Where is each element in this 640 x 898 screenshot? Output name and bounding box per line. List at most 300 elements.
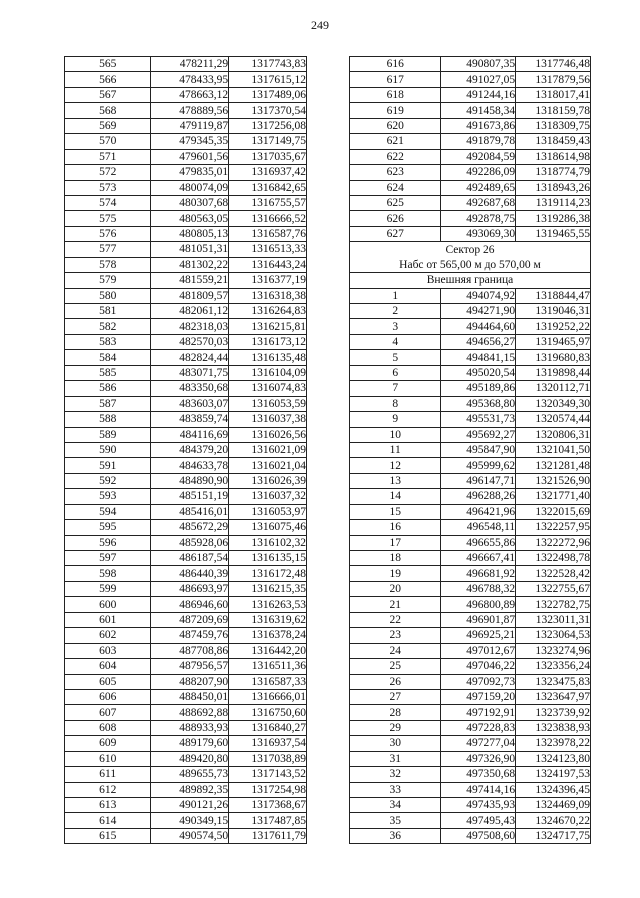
x-coordinate-cell: 483859,74 <box>151 412 229 427</box>
point-number-cell: 603 <box>65 643 151 658</box>
table-row <box>65 705 307 720</box>
y-coordinate-cell: 1316755,57 <box>229 195 307 210</box>
table-row <box>350 659 591 674</box>
y-coordinate-cell: 1316263,53 <box>229 597 307 612</box>
y-coordinate-cell: 1316021,09 <box>229 442 307 457</box>
y-coordinate-cell: 1320112,71 <box>516 381 591 396</box>
point-number-cell: 583 <box>65 334 151 349</box>
table-row <box>350 195 591 210</box>
x-coordinate-cell: 482824,44 <box>151 350 229 365</box>
x-coordinate-cell: 490349,15 <box>151 813 229 828</box>
point-number-cell: 577 <box>65 242 151 257</box>
point-number-cell: 21 <box>350 597 441 612</box>
table-row <box>350 211 591 226</box>
x-coordinate-cell: 495368,80 <box>441 396 516 411</box>
x-coordinate-cell: 496421,96 <box>441 504 516 519</box>
table-row <box>350 57 591 72</box>
point-number-cell: 612 <box>65 782 151 797</box>
y-coordinate-cell: 1317489,06 <box>229 87 307 102</box>
y-coordinate-cell: 1323011,31 <box>516 612 591 627</box>
y-coordinate-cell: 1318844,47 <box>516 288 591 303</box>
y-coordinate-cell: 1318774,79 <box>516 165 591 180</box>
point-number-cell: 566 <box>65 72 151 87</box>
table-row <box>65 118 307 133</box>
right-table-body-bottom <box>350 288 591 844</box>
point-number-cell: 11 <box>350 442 441 457</box>
table-row <box>65 165 307 180</box>
table-row <box>350 597 591 612</box>
table-row <box>350 689 591 704</box>
table-row <box>350 118 591 133</box>
x-coordinate-cell: 496288,26 <box>441 489 516 504</box>
table-row <box>65 798 307 813</box>
table-row <box>350 551 591 566</box>
x-coordinate-cell: 497228,83 <box>441 720 516 735</box>
y-coordinate-cell: 1318459,43 <box>516 134 591 149</box>
point-number-cell: 596 <box>65 535 151 550</box>
x-coordinate-cell: 491673,86 <box>441 118 516 133</box>
table-row <box>65 257 307 272</box>
point-number-cell: 619 <box>350 103 441 118</box>
y-coordinate-cell: 1324670,22 <box>516 813 591 828</box>
x-coordinate-cell: 497435,93 <box>441 798 516 813</box>
point-number-cell: 601 <box>65 612 151 627</box>
y-coordinate-cell: 1321041,50 <box>516 442 591 457</box>
x-coordinate-cell: 485672,29 <box>151 520 229 535</box>
table-row <box>350 304 591 319</box>
x-coordinate-cell: 478663,12 <box>151 87 229 102</box>
x-coordinate-cell: 479835,01 <box>151 165 229 180</box>
table-row <box>350 334 591 349</box>
table-row <box>350 720 591 735</box>
point-number-cell: 578 <box>65 257 151 272</box>
point-number-cell: 613 <box>65 798 151 813</box>
x-coordinate-cell: 496788,32 <box>441 581 516 596</box>
y-coordinate-cell: 1317256,08 <box>229 118 307 133</box>
point-number-cell: 567 <box>65 87 151 102</box>
y-coordinate-cell: 1316135,15 <box>229 551 307 566</box>
right-table-body-top <box>350 57 591 242</box>
y-coordinate-cell: 1319465,55 <box>516 226 591 241</box>
table-row <box>350 828 591 843</box>
x-coordinate-cell: 497326,90 <box>441 751 516 766</box>
point-number-cell: 35 <box>350 813 441 828</box>
x-coordinate-cell: 495999,62 <box>441 458 516 473</box>
table-row <box>65 334 307 349</box>
y-coordinate-cell: 1316587,33 <box>229 674 307 689</box>
table-row <box>65 581 307 596</box>
point-number-cell: 6 <box>350 365 441 380</box>
x-coordinate-cell: 486440,39 <box>151 566 229 581</box>
x-coordinate-cell: 496901,87 <box>441 612 516 627</box>
y-coordinate-cell: 1323647,97 <box>516 689 591 704</box>
table-row <box>65 319 307 334</box>
point-number-cell: 589 <box>65 427 151 442</box>
point-number-cell: 590 <box>65 442 151 457</box>
x-coordinate-cell: 488207,90 <box>151 674 229 689</box>
y-coordinate-cell: 1316075,46 <box>229 520 307 535</box>
y-coordinate-cell: 1316840,27 <box>229 720 307 735</box>
y-coordinate-cell: 1317487,85 <box>229 813 307 828</box>
point-number-cell: 617 <box>350 72 441 87</box>
x-coordinate-cell: 480307,68 <box>151 195 229 210</box>
point-number-cell: 3 <box>350 319 441 334</box>
sector-subtitle: Набс от 565,00 м до 570,00 м <box>350 257 591 272</box>
table-row <box>65 674 307 689</box>
table-row <box>350 427 591 442</box>
x-coordinate-cell: 479345,35 <box>151 134 229 149</box>
point-number-cell: 620 <box>350 118 441 133</box>
table-row <box>65 566 307 581</box>
x-coordinate-cell: 480805,13 <box>151 226 229 241</box>
x-coordinate-cell: 497495,43 <box>441 813 516 828</box>
point-number-cell: 611 <box>65 767 151 782</box>
point-number-cell: 594 <box>65 504 151 519</box>
x-coordinate-cell: 485416,01 <box>151 504 229 519</box>
y-coordinate-cell: 1323064,53 <box>516 628 591 643</box>
table-row <box>350 566 591 581</box>
point-number-cell: 599 <box>65 581 151 596</box>
table-row <box>65 767 307 782</box>
x-coordinate-cell: 493069,30 <box>441 226 516 241</box>
x-coordinate-cell: 483350,68 <box>151 381 229 396</box>
point-number-cell: 572 <box>65 165 151 180</box>
point-number-cell: 621 <box>350 134 441 149</box>
x-coordinate-cell: 494841,15 <box>441 350 516 365</box>
point-number-cell: 625 <box>350 195 441 210</box>
left-table-body <box>65 57 307 844</box>
table-row <box>65 612 307 627</box>
point-number-cell: 18 <box>350 551 441 566</box>
table-row <box>350 705 591 720</box>
table-row <box>65 427 307 442</box>
x-coordinate-cell: 486187,54 <box>151 551 229 566</box>
y-coordinate-cell: 1316074,83 <box>229 381 307 396</box>
table-row <box>65 458 307 473</box>
y-coordinate-cell: 1322272,96 <box>516 535 591 550</box>
point-number-cell: 615 <box>65 828 151 843</box>
y-coordinate-cell: 1324197,53 <box>516 767 591 782</box>
y-coordinate-cell: 1316666,52 <box>229 211 307 226</box>
y-coordinate-cell: 1317611,79 <box>229 828 307 843</box>
table-row <box>350 767 591 782</box>
point-number-cell: 604 <box>65 659 151 674</box>
table-row <box>65 551 307 566</box>
point-number-cell: 36 <box>350 828 441 843</box>
y-coordinate-cell: 1317149,75 <box>229 134 307 149</box>
x-coordinate-cell: 489655,73 <box>151 767 229 782</box>
point-number-cell: 582 <box>65 319 151 334</box>
x-coordinate-cell: 495189,86 <box>441 381 516 396</box>
point-number-cell: 592 <box>65 473 151 488</box>
point-number-cell: 14 <box>350 489 441 504</box>
table-row <box>65 597 307 612</box>
y-coordinate-cell: 1322257,95 <box>516 520 591 535</box>
point-number-cell: 9 <box>350 412 441 427</box>
right-coordinate-table <box>349 56 591 844</box>
y-coordinate-cell: 1316104,09 <box>229 365 307 380</box>
y-coordinate-cell: 1317368,67 <box>229 798 307 813</box>
point-number-cell: 4 <box>350 334 441 349</box>
y-coordinate-cell: 1316937,42 <box>229 165 307 180</box>
point-number-cell: 7 <box>350 381 441 396</box>
point-number-cell: 623 <box>350 165 441 180</box>
y-coordinate-cell: 1318943,26 <box>516 180 591 195</box>
x-coordinate-cell: 478433,95 <box>151 72 229 87</box>
x-coordinate-cell: 489179,60 <box>151 736 229 751</box>
y-coordinate-cell: 1317035,67 <box>229 149 307 164</box>
table-row <box>65 381 307 396</box>
x-coordinate-cell: 483603,07 <box>151 396 229 411</box>
point-number-cell: 574 <box>65 195 151 210</box>
point-number-cell: 31 <box>350 751 441 766</box>
y-coordinate-cell: 1316842,65 <box>229 180 307 195</box>
y-coordinate-cell: 1316102,32 <box>229 535 307 550</box>
table-row <box>350 350 591 365</box>
y-coordinate-cell: 1317143,52 <box>229 767 307 782</box>
table-row <box>350 628 591 643</box>
y-coordinate-cell: 1316037,38 <box>229 412 307 427</box>
point-number-cell: 570 <box>65 134 151 149</box>
x-coordinate-cell: 491458,34 <box>441 103 516 118</box>
y-coordinate-cell: 1316215,35 <box>229 581 307 596</box>
table-row <box>65 273 307 288</box>
point-number-cell: 624 <box>350 180 441 195</box>
y-coordinate-cell: 1317038,89 <box>229 751 307 766</box>
sector-title-row <box>350 242 591 257</box>
x-coordinate-cell: 480074,09 <box>151 180 229 195</box>
x-coordinate-cell: 492489,65 <box>441 180 516 195</box>
table-row <box>350 365 591 380</box>
point-number-cell: 24 <box>350 643 441 658</box>
point-number-cell: 565 <box>65 57 151 72</box>
point-number-cell: 616 <box>350 57 441 72</box>
point-number-cell: 585 <box>65 365 151 380</box>
x-coordinate-cell: 494074,92 <box>441 288 516 303</box>
point-number-cell: 600 <box>65 597 151 612</box>
y-coordinate-cell: 1324396,45 <box>516 782 591 797</box>
y-coordinate-cell: 1319465,97 <box>516 334 591 349</box>
point-number-cell: 580 <box>65 288 151 303</box>
point-number-cell: 23 <box>350 628 441 643</box>
x-coordinate-cell: 496548,11 <box>441 520 516 535</box>
table-row <box>65 242 307 257</box>
y-coordinate-cell: 1319114,23 <box>516 195 591 210</box>
x-coordinate-cell: 490574,50 <box>151 828 229 843</box>
y-coordinate-cell: 1316026,56 <box>229 427 307 442</box>
x-coordinate-cell: 481559,21 <box>151 273 229 288</box>
y-coordinate-cell: 1316378,24 <box>229 628 307 643</box>
x-coordinate-cell: 496655,86 <box>441 535 516 550</box>
point-number-cell: 597 <box>65 551 151 566</box>
y-coordinate-cell: 1319680,83 <box>516 350 591 365</box>
point-number-cell: 627 <box>350 226 441 241</box>
y-coordinate-cell: 1318309,75 <box>516 118 591 133</box>
y-coordinate-cell: 1316215,81 <box>229 319 307 334</box>
table-row <box>65 103 307 118</box>
table-row <box>65 226 307 241</box>
x-coordinate-cell: 497046,22 <box>441 659 516 674</box>
table-row <box>350 226 591 241</box>
y-coordinate-cell: 1320806,31 <box>516 427 591 442</box>
y-coordinate-cell: 1318159,78 <box>516 103 591 118</box>
y-coordinate-cell: 1323475,83 <box>516 674 591 689</box>
table-row <box>65 180 307 195</box>
x-coordinate-cell: 496667,41 <box>441 551 516 566</box>
point-number-cell: 12 <box>350 458 441 473</box>
sector-subtitle-row <box>350 257 591 272</box>
y-coordinate-cell: 1316172,48 <box>229 566 307 581</box>
y-coordinate-cell: 1322498,78 <box>516 551 591 566</box>
table-row <box>65 304 307 319</box>
point-number-cell: 32 <box>350 767 441 782</box>
x-coordinate-cell: 496147,71 <box>441 473 516 488</box>
y-coordinate-cell: 1322755,67 <box>516 581 591 596</box>
point-number-cell: 10 <box>350 427 441 442</box>
table-row <box>350 165 591 180</box>
point-number-cell: 29 <box>350 720 441 735</box>
x-coordinate-cell: 490807,35 <box>441 57 516 72</box>
x-coordinate-cell: 494464,60 <box>441 319 516 334</box>
y-coordinate-cell: 1319046,31 <box>516 304 591 319</box>
x-coordinate-cell: 491027,05 <box>441 72 516 87</box>
point-number-cell: 607 <box>65 705 151 720</box>
y-coordinate-cell: 1320574,44 <box>516 412 591 427</box>
point-number-cell: 20 <box>350 581 441 596</box>
page-number: 249 <box>311 18 329 32</box>
point-number-cell: 568 <box>65 103 151 118</box>
y-coordinate-cell: 1316318,38 <box>229 288 307 303</box>
x-coordinate-cell: 484116,69 <box>151 427 229 442</box>
point-number-cell: 34 <box>350 798 441 813</box>
table-row <box>350 674 591 689</box>
x-coordinate-cell: 483071,75 <box>151 365 229 380</box>
x-coordinate-cell: 495692,27 <box>441 427 516 442</box>
table-row <box>350 813 591 828</box>
point-number-cell: 609 <box>65 736 151 751</box>
point-number-cell: 581 <box>65 304 151 319</box>
point-number-cell: 569 <box>65 118 151 133</box>
table-row <box>65 72 307 87</box>
point-number-cell: 33 <box>350 782 441 797</box>
x-coordinate-cell: 492687,68 <box>441 195 516 210</box>
x-coordinate-cell: 497350,68 <box>441 767 516 782</box>
y-coordinate-cell: 1320349,30 <box>516 396 591 411</box>
x-coordinate-cell: 480563,05 <box>151 211 229 226</box>
y-coordinate-cell: 1316511,36 <box>229 659 307 674</box>
point-number-cell: 587 <box>65 396 151 411</box>
x-coordinate-cell: 485928,06 <box>151 535 229 550</box>
y-coordinate-cell: 1324123,80 <box>516 751 591 766</box>
x-coordinate-cell: 496800,89 <box>441 597 516 612</box>
x-coordinate-cell: 484379,20 <box>151 442 229 457</box>
y-coordinate-cell: 1316053,97 <box>229 504 307 519</box>
x-coordinate-cell: 481051,31 <box>151 242 229 257</box>
table-row <box>350 442 591 457</box>
point-number-cell: 595 <box>65 520 151 535</box>
point-number-cell: 26 <box>350 674 441 689</box>
table-row <box>65 442 307 457</box>
point-number-cell: 576 <box>65 226 151 241</box>
table-row <box>350 87 591 102</box>
table-row <box>65 659 307 674</box>
y-coordinate-cell: 1322782,75 <box>516 597 591 612</box>
x-coordinate-cell: 488933,93 <box>151 720 229 735</box>
x-coordinate-cell: 489892,35 <box>151 782 229 797</box>
y-coordinate-cell: 1316513,33 <box>229 242 307 257</box>
y-coordinate-cell: 1316443,24 <box>229 257 307 272</box>
x-coordinate-cell: 497159,20 <box>441 689 516 704</box>
table-row <box>350 612 591 627</box>
y-coordinate-cell: 1317743,83 <box>229 57 307 72</box>
table-row <box>350 381 591 396</box>
table-row <box>65 520 307 535</box>
y-coordinate-cell: 1316021,04 <box>229 458 307 473</box>
table-row <box>65 57 307 72</box>
point-number-cell: 30 <box>350 736 441 751</box>
sector-header <box>350 242 591 288</box>
table-row <box>65 149 307 164</box>
point-number-cell: 593 <box>65 489 151 504</box>
point-number-cell: 598 <box>65 566 151 581</box>
x-coordinate-cell: 490121,26 <box>151 798 229 813</box>
y-coordinate-cell: 1316319,62 <box>229 612 307 627</box>
point-number-cell: 575 <box>65 211 151 226</box>
x-coordinate-cell: 497192,91 <box>441 705 516 720</box>
y-coordinate-cell: 1318614,98 <box>516 149 591 164</box>
table-row <box>65 412 307 427</box>
table-row <box>65 288 307 303</box>
x-coordinate-cell: 492286,09 <box>441 165 516 180</box>
y-coordinate-cell: 1316135,48 <box>229 350 307 365</box>
table-row <box>350 782 591 797</box>
y-coordinate-cell: 1316666,01 <box>229 689 307 704</box>
y-coordinate-cell: 1321771,40 <box>516 489 591 504</box>
y-coordinate-cell: 1318017,41 <box>516 87 591 102</box>
point-number-cell: 22 <box>350 612 441 627</box>
y-coordinate-cell: 1323739,92 <box>516 705 591 720</box>
x-coordinate-cell: 492878,75 <box>441 211 516 226</box>
point-number-cell: 618 <box>350 87 441 102</box>
y-coordinate-cell: 1323356,24 <box>516 659 591 674</box>
table-row <box>65 473 307 488</box>
x-coordinate-cell: 487459,76 <box>151 628 229 643</box>
left-coordinate-table <box>64 56 307 844</box>
point-number-cell: 1 <box>350 288 441 303</box>
y-coordinate-cell: 1319286,38 <box>516 211 591 226</box>
x-coordinate-cell: 497277,04 <box>441 736 516 751</box>
x-coordinate-cell: 497092,73 <box>441 674 516 689</box>
point-number-cell: 8 <box>350 396 441 411</box>
table-row <box>65 87 307 102</box>
y-coordinate-cell: 1323274,96 <box>516 643 591 658</box>
table-row <box>350 288 591 303</box>
x-coordinate-cell: 494271,90 <box>441 304 516 319</box>
point-number-cell: 608 <box>65 720 151 735</box>
table-row <box>65 736 307 751</box>
table-row <box>350 72 591 87</box>
table-row <box>65 813 307 828</box>
boundary-label: Внешняя граница <box>350 273 591 288</box>
table-row <box>65 211 307 226</box>
table-row <box>65 689 307 704</box>
point-number-cell: 588 <box>65 412 151 427</box>
x-coordinate-cell: 492084,59 <box>441 149 516 164</box>
x-coordinate-cell: 481809,57 <box>151 288 229 303</box>
y-coordinate-cell: 1321281,48 <box>516 458 591 473</box>
table-row <box>350 412 591 427</box>
y-coordinate-cell: 1316173,12 <box>229 334 307 349</box>
